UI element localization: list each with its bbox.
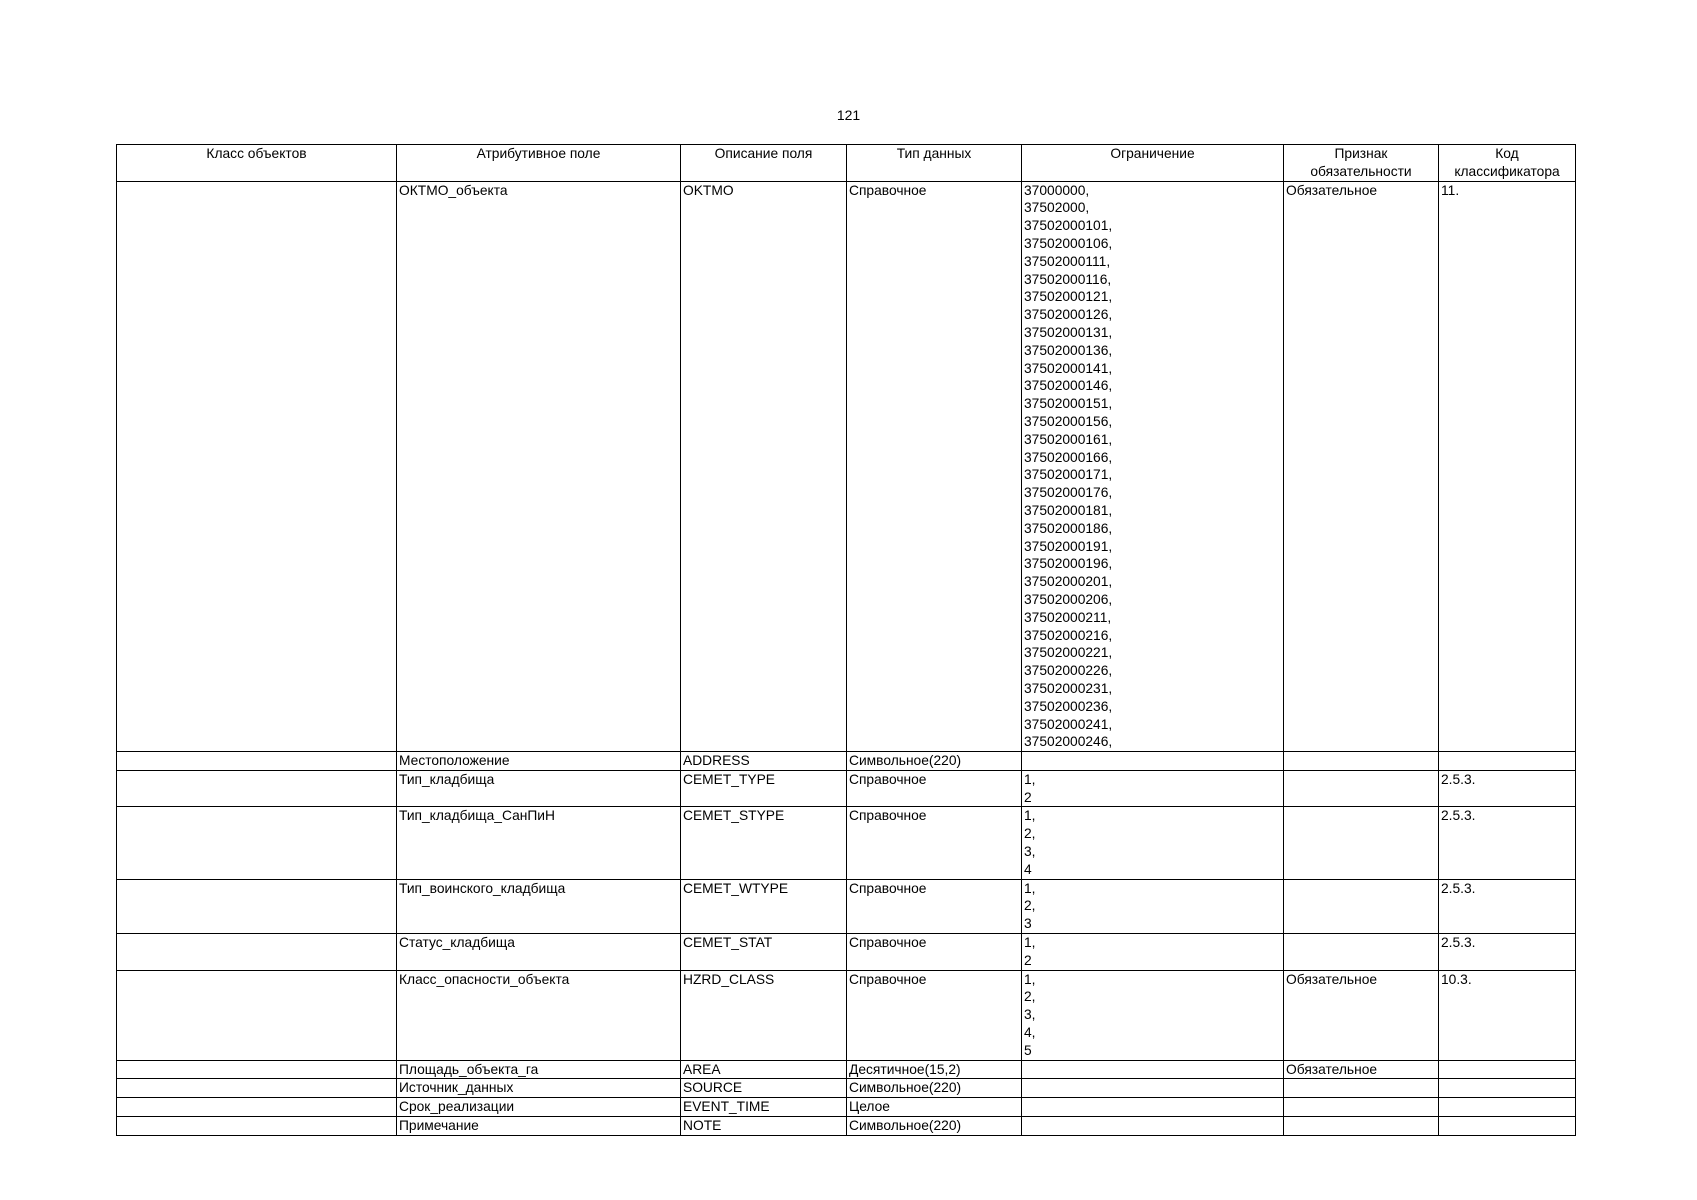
table-row xyxy=(117,934,1576,971)
description-cell-text: AREA xyxy=(683,1061,721,1077)
required-cell xyxy=(1284,970,1439,1060)
field-cell-text: Местоположение xyxy=(399,753,510,769)
restriction-value: 2 xyxy=(1024,789,1032,805)
type-cell-text: Справочное xyxy=(849,808,927,824)
code-cell-text: 2.5.3. xyxy=(1441,771,1476,787)
type-cell-text: Целое xyxy=(849,1099,890,1115)
code-cell xyxy=(1439,970,1576,1060)
field-cell xyxy=(397,970,681,1060)
restriction-value: 1, xyxy=(1024,971,1036,987)
restriction-value: 37502000236, xyxy=(1024,698,1113,714)
description-cell xyxy=(681,879,847,933)
table-row xyxy=(117,1117,1576,1136)
field-cell-text: Тип_воинского_кладбища xyxy=(399,880,566,896)
description-cell-text: CEMET_STYPE xyxy=(683,808,785,824)
restriction-value: 37502000196, xyxy=(1024,556,1113,572)
type-cell xyxy=(847,1098,1022,1117)
restriction-value: 2, xyxy=(1024,898,1036,914)
table-row xyxy=(117,1079,1576,1098)
restriction-cell xyxy=(1022,807,1284,879)
type-cell-text: Справочное xyxy=(849,182,927,198)
required-cell-text: Обязательное xyxy=(1286,971,1378,987)
restriction-cell xyxy=(1022,770,1284,807)
restriction-cell xyxy=(1022,879,1284,933)
restriction-value: 4 xyxy=(1024,861,1032,877)
class-cell xyxy=(117,1060,397,1079)
description-cell xyxy=(681,181,847,752)
restriction-value: 37502000226, xyxy=(1024,663,1113,679)
restriction-value: 1, xyxy=(1024,771,1036,787)
field-cell xyxy=(397,934,681,971)
required-cell xyxy=(1284,1079,1439,1098)
restriction-value: 37502000181, xyxy=(1024,502,1113,518)
restriction-cell xyxy=(1022,1060,1284,1079)
code-cell xyxy=(1439,1098,1576,1117)
code-cell xyxy=(1439,934,1576,971)
required-cell xyxy=(1284,807,1439,879)
header-class: Класс объектов xyxy=(117,145,397,182)
restriction-value: 37502000166, xyxy=(1024,449,1113,465)
restriction-value: 37502000106, xyxy=(1024,235,1113,251)
required-cell xyxy=(1284,934,1439,971)
restriction-value: 37502000171, xyxy=(1024,467,1113,483)
description-cell xyxy=(681,1117,847,1136)
type-cell-text: Справочное xyxy=(849,971,927,987)
page-number: 121 xyxy=(836,107,861,123)
description-cell-text: NOTE xyxy=(683,1118,722,1134)
restriction-value: 37502000161, xyxy=(1024,431,1113,447)
code-cell xyxy=(1439,752,1576,771)
class-cell xyxy=(117,879,397,933)
field-cell xyxy=(397,1117,681,1136)
class-cell xyxy=(117,807,397,879)
restriction-value: 37502000176, xyxy=(1024,485,1113,501)
type-cell xyxy=(847,970,1022,1060)
restriction-value: 4, xyxy=(1024,1025,1036,1041)
class-cell xyxy=(117,1117,397,1136)
restriction-value: 37502000231, xyxy=(1024,680,1113,696)
type-cell xyxy=(847,807,1022,879)
required-cell xyxy=(1284,879,1439,933)
description-cell-text: HZRD_CLASS xyxy=(683,971,775,987)
description-cell xyxy=(681,970,847,1060)
class-cell xyxy=(117,770,397,807)
header-required: Признак обязательности xyxy=(1284,145,1439,182)
type-cell-text: Десятичное(15,2) xyxy=(849,1061,961,1077)
restriction-value: 37502000186, xyxy=(1024,520,1113,536)
class-cell xyxy=(117,970,397,1060)
restriction-value: 37502000126, xyxy=(1024,307,1113,323)
required-cell xyxy=(1284,752,1439,771)
restriction-value: 37502000191, xyxy=(1024,538,1113,554)
table-row xyxy=(117,752,1576,771)
description-cell xyxy=(681,934,847,971)
restriction-cell xyxy=(1022,181,1284,752)
restriction-value: 37502000206, xyxy=(1024,591,1113,607)
field-cell-text: ОКТМО_объекта xyxy=(399,182,508,198)
required-cell xyxy=(1284,1060,1439,1079)
attribute-table xyxy=(116,144,1576,1136)
class-cell xyxy=(117,752,397,771)
field-cell xyxy=(397,1060,681,1079)
class-cell xyxy=(117,934,397,971)
required-cell-text: Обязательное xyxy=(1286,1061,1378,1077)
required-cell xyxy=(1284,181,1439,752)
restriction-value: 2, xyxy=(1024,989,1036,1005)
required-cell xyxy=(1284,1117,1439,1136)
type-cell-text: Справочное xyxy=(849,771,927,787)
type-cell-text: Справочное xyxy=(849,880,927,896)
code-cell xyxy=(1439,1079,1576,1098)
header-code: Код классификатора xyxy=(1439,145,1576,182)
code-cell xyxy=(1439,181,1576,752)
header-restriction: Ограничение xyxy=(1022,145,1284,182)
restriction-cell xyxy=(1022,1079,1284,1098)
table-row xyxy=(117,1060,1576,1079)
required-cell xyxy=(1284,770,1439,807)
restriction-value: 3, xyxy=(1024,844,1036,860)
description-cell xyxy=(681,1079,847,1098)
restriction-value: 37502000131, xyxy=(1024,324,1113,340)
restriction-value: 37502000216, xyxy=(1024,627,1113,643)
code-cell-text: 10.3. xyxy=(1441,971,1472,987)
table-row xyxy=(117,770,1576,807)
code-cell xyxy=(1439,807,1576,879)
header-field: Атрибутивное поле xyxy=(397,145,681,182)
restriction-value: 37502000101, xyxy=(1024,218,1113,234)
restriction-value: 37502000141, xyxy=(1024,360,1113,376)
description-cell xyxy=(681,807,847,879)
restriction-cell xyxy=(1022,1098,1284,1117)
restriction-cell xyxy=(1022,752,1284,771)
table-row xyxy=(117,181,1576,752)
description-cell xyxy=(681,1098,847,1117)
restriction-value: 37502000211, xyxy=(1024,609,1112,625)
field-cell xyxy=(397,807,681,879)
field-cell-text: Тип_кладбища_СанПиН xyxy=(399,808,555,824)
code-cell xyxy=(1439,770,1576,807)
type-cell xyxy=(847,181,1022,752)
restriction-value: 2 xyxy=(1024,952,1032,968)
table-row xyxy=(117,970,1576,1060)
required-cell-text: Обязательное xyxy=(1286,182,1378,198)
code-cell-text: 2.5.3. xyxy=(1441,935,1476,951)
code-cell xyxy=(1439,1117,1576,1136)
field-cell xyxy=(397,1079,681,1098)
restriction-value: 37502000151, xyxy=(1024,396,1113,412)
table-row xyxy=(117,807,1576,879)
description-cell xyxy=(681,770,847,807)
restriction-value: 1, xyxy=(1024,808,1036,824)
restriction-value: 37502000241, xyxy=(1024,716,1113,732)
table-row xyxy=(117,1098,1576,1117)
type-cell-text: Символьное(220) xyxy=(849,1118,962,1134)
restriction-value: 37502000121, xyxy=(1024,289,1113,305)
field-cell xyxy=(397,181,681,752)
description-cell-text: CEMET_TYPE xyxy=(683,771,775,787)
code-cell xyxy=(1439,1060,1576,1079)
restriction-value: 37502000146, xyxy=(1024,378,1113,394)
type-cell xyxy=(847,1117,1022,1136)
restriction-value: 1, xyxy=(1024,935,1036,951)
description-cell-text: EVENT_TIME xyxy=(683,1099,770,1115)
restriction-value: 5 xyxy=(1024,1042,1032,1058)
field-cell xyxy=(397,879,681,933)
restriction-value: 37502000201, xyxy=(1024,574,1113,590)
class-cell xyxy=(117,1079,397,1098)
type-cell-text: Справочное xyxy=(849,935,927,951)
header-type: Тип данных xyxy=(847,145,1022,182)
restriction-value: 37502000156, xyxy=(1024,413,1113,429)
restriction-value: 3 xyxy=(1024,916,1032,932)
type-cell xyxy=(847,770,1022,807)
restriction-value: 3, xyxy=(1024,1007,1036,1023)
type-cell xyxy=(847,879,1022,933)
code-cell xyxy=(1439,879,1576,933)
field-cell xyxy=(397,1098,681,1117)
field-cell-text: Статус_кладбища xyxy=(399,935,515,951)
type-cell-text: Символьное(220) xyxy=(849,753,962,769)
description-cell xyxy=(681,752,847,771)
restriction-value: 2, xyxy=(1024,826,1036,842)
type-cell xyxy=(847,1060,1022,1079)
field-cell xyxy=(397,752,681,771)
description-cell xyxy=(681,1060,847,1079)
type-cell xyxy=(847,934,1022,971)
table-body xyxy=(117,181,1576,1135)
description-cell-text: SOURCE xyxy=(683,1080,743,1096)
description-cell-text: ADDRESS xyxy=(683,753,750,769)
header-description: Описание поля xyxy=(681,145,847,182)
restriction-cell xyxy=(1022,934,1284,971)
restriction-value: 37502000246, xyxy=(1024,734,1113,750)
field-cell-text: Источник_данных xyxy=(399,1080,514,1096)
type-cell xyxy=(847,1079,1022,1098)
class-cell xyxy=(117,181,397,752)
description-cell-text: OKTMO xyxy=(683,182,734,198)
code-cell-text: 11. xyxy=(1441,182,1460,198)
restriction-value: 37502000116, xyxy=(1024,271,1112,287)
field-cell-text: Тип_кладбища xyxy=(399,771,495,787)
restriction-cell xyxy=(1022,1117,1284,1136)
type-cell-text: Символьное(220) xyxy=(849,1080,962,1096)
code-cell-text: 2.5.3. xyxy=(1441,808,1476,824)
restriction-value: 37502000221, xyxy=(1024,645,1113,661)
description-cell-text: CEMET_STAT xyxy=(683,935,773,951)
restriction-value: 37502000136, xyxy=(1024,342,1113,358)
header-row xyxy=(117,145,1576,182)
class-cell xyxy=(117,1098,397,1117)
field-cell-text: Срок_реализации xyxy=(399,1099,515,1115)
code-cell-text: 2.5.3. xyxy=(1441,880,1476,896)
restriction-value: 37000000, xyxy=(1024,182,1090,198)
required-cell xyxy=(1284,1098,1439,1117)
restriction-value: 37502000111, xyxy=(1024,253,1111,269)
field-cell-text: Примечание xyxy=(399,1118,479,1134)
restriction-value: 1, xyxy=(1024,880,1036,896)
field-cell-text: Площадь_объекта_га xyxy=(399,1061,539,1077)
field-cell xyxy=(397,770,681,807)
table-row xyxy=(117,879,1576,933)
restriction-cell xyxy=(1022,970,1284,1060)
restriction-value: 37502000, xyxy=(1024,200,1090,216)
description-cell-text: CEMET_WTYPE xyxy=(683,880,789,896)
field-cell-text: Класс_опасности_объекта xyxy=(399,971,570,987)
type-cell xyxy=(847,752,1022,771)
